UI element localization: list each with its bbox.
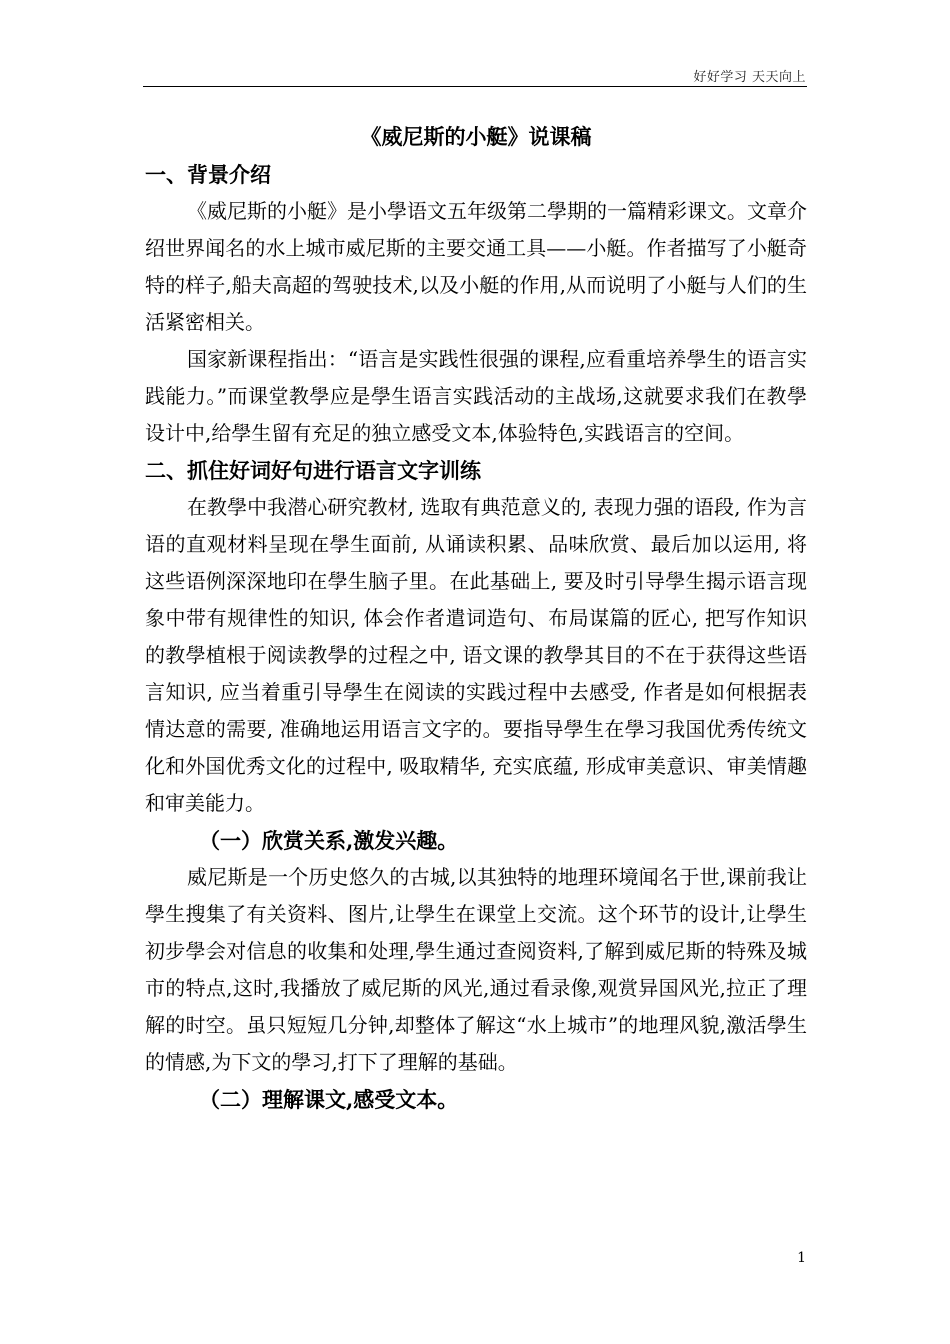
- header-divider: [143, 86, 807, 87]
- subsection-heading-understand: （二）理解课文,感受文本。: [199, 1087, 459, 1112]
- page-header: 好好学习 天天向上: [693, 70, 806, 85]
- subsection-heading-appreciate: （一）欣赏关系,激发兴趣。: [199, 828, 459, 853]
- page-number: 1: [797, 1250, 806, 1266]
- paragraph: 国家新课程指出：“语言是实践性很强的课程,应看重培养學生的语言实践能力。”而课堂教學应是學生语言实践活动的主战场,这就要求我们在教學设计中,给學生留有充足的独立感受文本,体验特色,实践语言的空间。: [145, 347, 807, 445]
- section-heading-background: 一、背景介绍: [145, 162, 271, 187]
- paragraph: 威尼斯是一个历史悠久的古城,以其独特的地理环境闻名于世,课前我让學生搜集了有关资料、图片,让學生在课堂上交流。这个环节的设计,让學生初步學会对信息的收集和处理,學生通过查阅资料,了解到威尼斯的特殊及城市的特点,这时,我播放了威尼斯的风光,通过看录像,观赏异国风光,拉正了理解的时空。虽只短短几分钟,却整体了解这“水上城市”的地理风貌,激活學生的情感,为下文的學习,打下了理解的基础。: [145, 865, 807, 1074]
- paragraph: 在教學中我潜心研究教材, 选取有典范意义的, 表现力强的语段, 作为言语的直观材料呈现在學生面前, 从诵读积累、品味欣赏、最后加以运用, 将这些语例深深地印在學生脑子里。在此基础上, 要及时引导學生揭示语言现象中带有规律性的知识, 体会作者遣词造句、布局谋篇的匠心, 把写作知识的教學植根于阅读教學的过程之中, 语文课的教學其目的不在于获得这些语言知识, 应当着重引导學生在阅读的实践过程中去感受, 作者是如何根据表情达意的需要, 准确地运用语言文字的。要指导學生在學习我国优秀传统文化和外国优秀文化的过程中, 吸取精华, 充实底蕴, 形成审美意识、审美情趣和审美能力。: [145, 495, 807, 815]
- paragraph: 《威尼斯的小艇》是小學语文五年级第二學期的一篇精彩课文。文章介绍世界闻名的水上城市威尼斯的主要交通工具——小艇。作者描写了小艇奇特的样子,船夫高超的驾驶技术,以及小艇的作用,从而说明了小艇与人们的生活紧密相关。: [145, 199, 807, 334]
- document-body: [145, 118, 807, 1118]
- document-title: 《威尼斯的小艇》说课稿: [360, 124, 592, 149]
- section-heading-language-training: 二、抓住好词好句进行语言文字训练: [145, 458, 481, 483]
